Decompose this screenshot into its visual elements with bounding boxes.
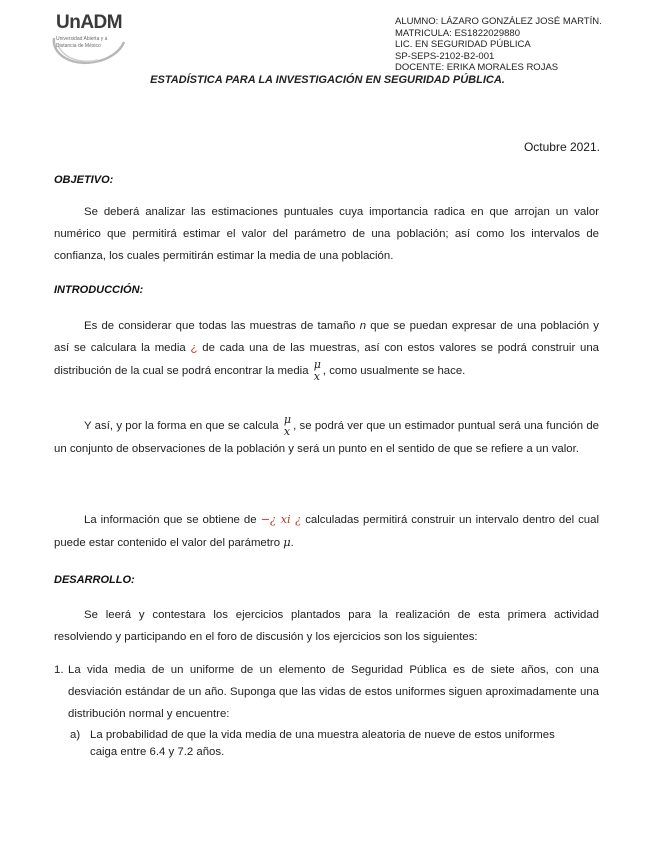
exercise-1-text: La vida media de un uniforme de un elemento de Seguridad Pública es de siete años, con una desviación estándar de un año. Suponga que las vidas de estos uniformes siguen aproximadamente una distribución normal y encuentre: — [68, 664, 599, 720]
objetivo-heading: OBJETIVO: — [54, 174, 114, 186]
xi-expression: −¿ xi ¿ — [260, 512, 302, 526]
logo-subtitle: Universidad Abierta y a Distancia de México — [56, 36, 108, 49]
student-info — [395, 16, 602, 74]
exercise-1 — [54, 659, 599, 725]
introduccion-paragraph-3: La información que se obtiene de −¿ xi ¿ calculadas permitirá construir un intervalo dentro del cual puede estar contenido el valor del parámetro μ. — [54, 512, 599, 549]
document-date: Octubre 2021. — [523, 140, 600, 154]
exercise-1a — [70, 727, 580, 761]
teacher: DOCENTE: ERIKA MORALES ROJAS — [395, 62, 559, 73]
mu-over-x-formula: μ x — [313, 358, 321, 383]
degree: LIC. EN SEGURIDAD PÚBLICA — [395, 39, 531, 50]
student-name: ALUMNO: LÁZARO GONZÁLEZ JOSÉ MARTÍN. — [395, 16, 602, 27]
document-title: ESTADÍSTICA PARA LA INVESTIGACIÓN EN SEGURIDAD PÚBLICA. — [150, 74, 505, 86]
introduccion-heading: INTRODUCCIÓN: — [54, 284, 144, 296]
introduccion-paragraph-1: Es de considerar que todas las muestras de tamaño n que se puedan expresar de una población y así se calculara la media ¿ de cada una de las muestras, así con estos valores se podrá construir una distribución de la cual se podrá encontrar la media μ x , como usualmente se hace. — [54, 320, 600, 383]
mu-parameter: μ — [283, 535, 291, 549]
desarrollo-text: Se leerá y contestara los ejercicios plantados para la realización de esta primera actividad resolviendo y participando en el foro de discusión y los ejercicios son los siguientes: — [54, 609, 599, 643]
sub-letter: a) — [70, 729, 81, 741]
group-code: SP-SEPS-2102-B2-001 — [395, 50, 495, 62]
introduccion-paragraph-2: Y así, y por la forma en que se calcula μ x , se podrá ver que un estimador puntual será una función de un conjunto de observaciones de la población y será un punto en el sentido de que se refiere a un valor. — [54, 413, 599, 455]
student-id: MATRICULA: ES1822029880 — [395, 27, 520, 39]
logo-name: UnADM — [56, 12, 123, 33]
media-symbol: ¿ — [190, 342, 198, 354]
exercise-1a-text: La probabilidad de que la vida media de una muestra aleatoria de nueve de estos uniformes caiga entre 6.4 y 7.2 años. — [90, 729, 555, 758]
exercise-number: 1. — [54, 664, 64, 676]
objetivo-text: Se deberá analizar las estimaciones puntuales cuya importancia radica en que arrojan un valor numérico que permitirá estimar el valor del parámetro de una población; así como los intervalos de confianza, los cuales permitirán estimar la media de una población. — [54, 206, 599, 262]
mu-over-x-formula-2: μ x — [283, 413, 292, 438]
unadm-logo — [50, 8, 128, 66]
desarrollo-heading: DESARROLLO: — [54, 574, 135, 586]
